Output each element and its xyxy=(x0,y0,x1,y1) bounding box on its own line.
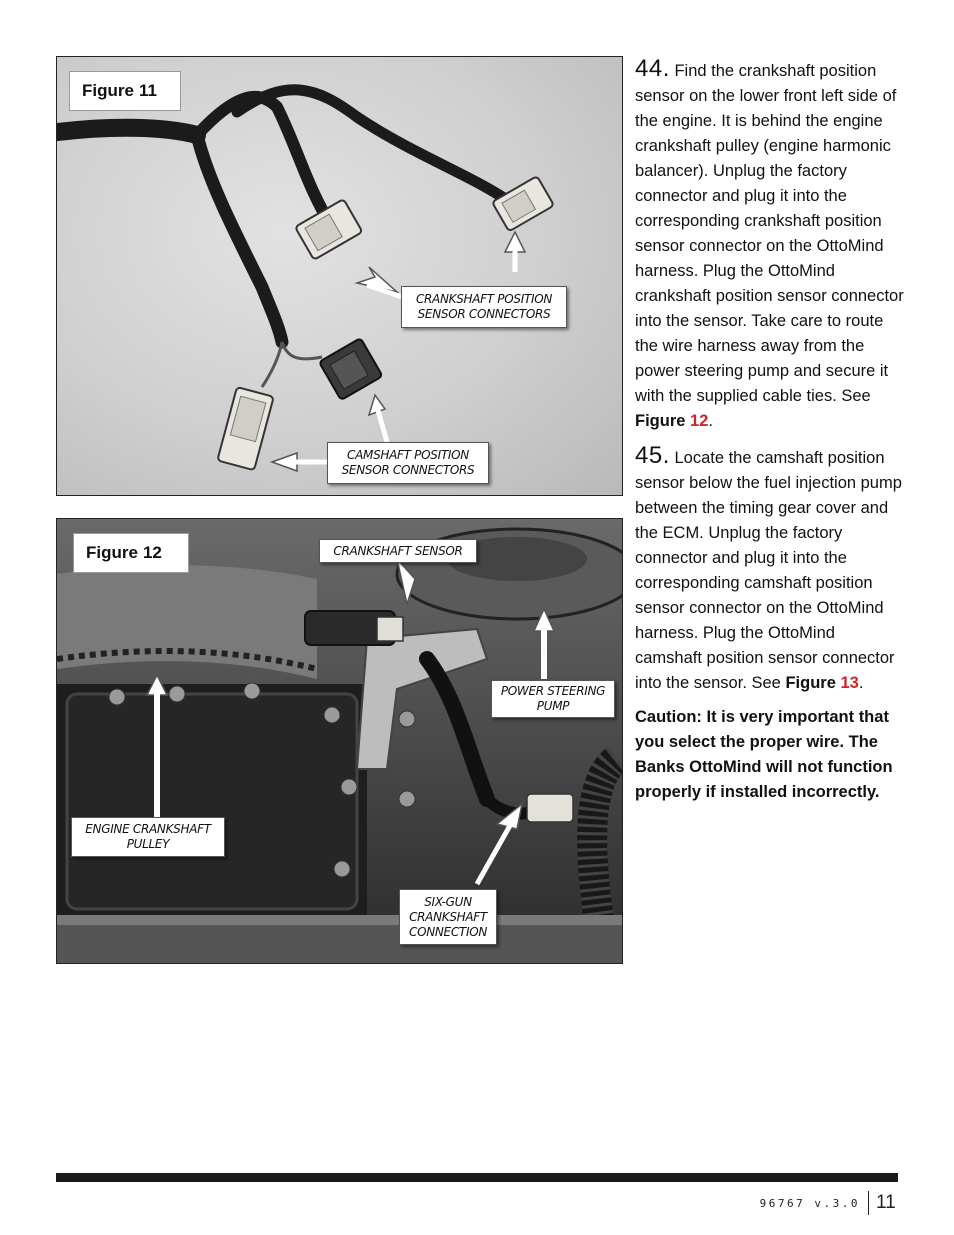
engine-illustration xyxy=(57,519,622,963)
wire-harness-illustration xyxy=(57,57,622,495)
figure-label-text: Figure xyxy=(82,81,134,100)
document-code: 96767 v.3.0 xyxy=(759,1197,860,1210)
figure-11-label xyxy=(69,71,181,111)
callout-line: CONNECTION xyxy=(408,924,488,939)
connector-cam-2 xyxy=(217,387,273,470)
callout-crankshaft-sensor xyxy=(319,539,477,563)
sentence-end: . xyxy=(858,674,864,692)
figure-number: 12 xyxy=(142,543,162,562)
callout-camshaft-position-connectors xyxy=(327,442,489,484)
footer-rule xyxy=(56,1173,898,1182)
figure-12-photo xyxy=(56,518,623,964)
figure-reference-number: 13 xyxy=(840,674,859,692)
step-number: 44. xyxy=(635,55,670,82)
figure-number: 11 xyxy=(138,81,157,100)
figure-label-text: Figure xyxy=(86,543,138,562)
figure-12-label xyxy=(73,533,189,573)
callout-line: CRANKSHAFT xyxy=(409,909,487,924)
callout-power-steering-pump xyxy=(491,680,615,718)
callout-line: POWER STEERING xyxy=(500,684,606,698)
page-number: 11 xyxy=(876,1192,896,1213)
callout-line: SENSOR CONNECTORS xyxy=(417,307,551,321)
connector-crank-2 xyxy=(492,176,554,231)
callout-line: CAMSHAFT POSITION xyxy=(347,448,469,462)
step-text: Locate the camshaft position sensor below the fuel injection pump between the timing gear cover and the ECM. Unplug the factory connector and plug it into the corresponding camshaft position sensor connector on the OttoMind harness. Plug the OttoMind camshaft position sensor connector into the sensor. See xyxy=(635,449,902,692)
figure-reference-label: Figure xyxy=(635,412,686,430)
callout-line: CRANKSHAFT SENSOR xyxy=(333,543,463,558)
caution-note: Caution: It is very important that you select the proper wire. The Banks OttoMind will not function properly if installed incorrectly. xyxy=(635,708,893,801)
instructions-column xyxy=(635,56,905,822)
callout-line: PULLEY xyxy=(126,837,170,851)
footer-separator xyxy=(868,1191,869,1215)
callout-line: SENSOR CONNECTORS xyxy=(341,463,475,477)
connector-crank-1 xyxy=(295,199,362,260)
figure-11-photo xyxy=(56,56,623,496)
figure-reference[interactable] xyxy=(785,674,858,692)
callout-line: PUMP xyxy=(536,699,570,713)
step-number: 45. xyxy=(635,442,670,469)
step-44 xyxy=(635,56,905,434)
figure-reference-label: Figure xyxy=(785,674,836,692)
step-45 xyxy=(635,443,905,696)
connector-cam-1 xyxy=(319,338,383,400)
callout-crankshaft-position-connectors xyxy=(401,286,567,328)
figure-reference[interactable] xyxy=(635,412,708,430)
callout-six-gun-crankshaft-connection xyxy=(399,889,497,945)
callout-engine-crankshaft-pulley xyxy=(71,817,225,857)
callout-line: ENGINE CRANKSHAFT xyxy=(85,822,211,836)
figure-reference-number: 12 xyxy=(690,412,709,430)
sentence-end: . xyxy=(708,412,713,430)
callout-line: CRANKSHAFT POSITION xyxy=(415,292,553,306)
step-text: Find the crankshaft position sensor on the lower front left side of the engine. It is behind the engine crankshaft pulley (engine harmonic balancer). Unplug the factory connector and plug it into the corresponding crankshaft position sensor connector on the OttoMind harness. Plug the OttoMind crankshaft position sensor connector into the sensor. Take care to route the wire harness away from the power steering pump and secure it with the supplied cable ties. See xyxy=(635,62,904,405)
callout-line: SIX-GUN xyxy=(424,894,472,909)
